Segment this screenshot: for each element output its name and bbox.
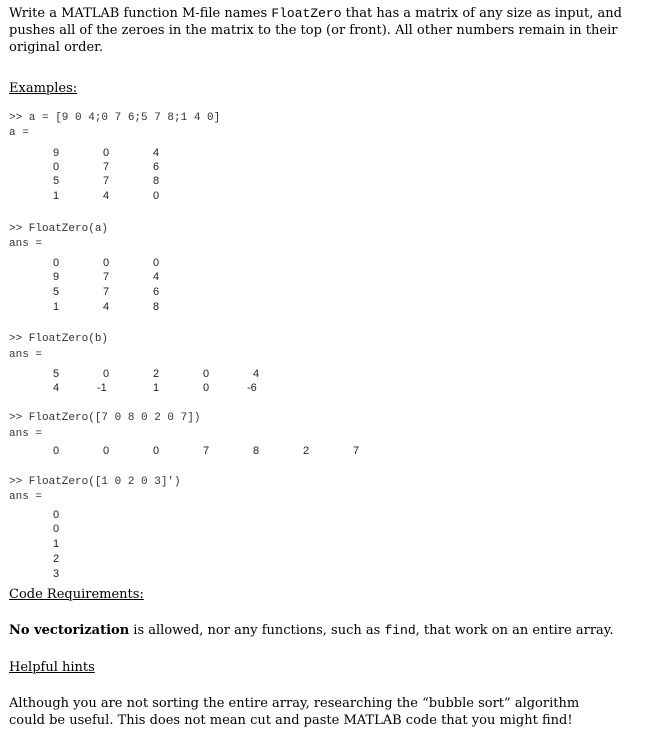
variable-label: ans = — [9, 491, 43, 503]
matrix-cell: 8 — [153, 175, 160, 187]
matrix-cell: -6 — [247, 382, 257, 394]
matrix-cell: 7 — [103, 161, 110, 173]
find-function: find — [384, 623, 416, 638]
matrix-cell: 6 — [153, 286, 160, 298]
variable-label: ans = — [9, 349, 43, 361]
matrix-cell: 7 — [103, 271, 110, 283]
matrix-cell: 0 — [153, 445, 160, 457]
matrix-cell: 0 — [53, 257, 60, 269]
variable-label: a = — [9, 127, 29, 139]
hints-text: Although you are not sorting the entire array, researching the “bubble sort” algorithm could be useful. This does not mean cut and paste MATLAB code that you might find! — [9, 696, 580, 728]
command-line: >> FloatZero([7 0 8 0 2 0 7]) — [9, 412, 201, 424]
examples-heading: Examples: — [9, 81, 78, 96]
matrix-cell: 5 — [53, 175, 60, 187]
command-line: >> a = [9 0 4;0 7 6;5 7 8;1 4 0] — [9, 112, 221, 124]
intro-text-2: that has a matrix of any size as input, and pushes all of the zeroes in the matrix to the top (or front). All other numbers remain in their original order. — [9, 6, 622, 55]
matrix-cell: 4 — [103, 190, 110, 202]
matrix-cell: 0 — [103, 147, 110, 159]
matrix-cell: 0 — [103, 445, 110, 457]
matrix-cell: 2 — [53, 553, 60, 565]
matrix-cell: 5 — [53, 368, 60, 380]
command-line: >> FloatZero(b) — [9, 333, 109, 345]
matrix-cell: 1 — [53, 301, 60, 313]
matrix-cell: 7 — [203, 445, 210, 457]
matrix-cell: 0 — [53, 509, 60, 521]
matrix-cell: 7 — [103, 286, 110, 298]
matrix-cell: 0 — [53, 445, 60, 457]
matrix-cell: 0 — [53, 523, 60, 535]
hints-heading: Helpful hints — [9, 660, 95, 675]
variable-label: ans = — [9, 238, 43, 250]
command-line: >> FloatZero(a) — [9, 223, 109, 235]
matrix-cell: 4 — [103, 301, 110, 313]
matrix-cell: 0 — [103, 368, 110, 380]
variable-label: ans = — [9, 428, 43, 440]
matrix-cell: 0 — [153, 190, 160, 202]
matrix-cell: 9 — [53, 147, 60, 159]
code-requirements-heading: Code Requirements: — [9, 587, 144, 602]
matrix-cell: 7 — [103, 175, 110, 187]
matrix-cell: 8 — [253, 445, 260, 457]
matrix-cell: 2 — [153, 368, 160, 380]
code-requirements-text — [9, 622, 649, 639]
matrix-cell: 3 — [53, 568, 60, 580]
matrix-cell: 0 — [53, 161, 60, 173]
matrix-cell: 0 — [203, 368, 210, 380]
requirement-text-1: is allowed, nor any functions, such as — [129, 623, 385, 638]
intro-paragraph — [9, 5, 649, 56]
matrix-cell: 2 — [303, 445, 310, 457]
command-line: >> FloatZero([1 0 2 0 3]') — [9, 476, 181, 488]
matrix-cell: 0 — [203, 382, 210, 394]
matrix-cell: 9 — [53, 271, 60, 283]
matrix-cell: 6 — [153, 161, 160, 173]
matrix-cell: 4 — [153, 271, 160, 283]
matrix-cell: 4 — [153, 147, 160, 159]
intro-text-1: Write a MATLAB function M-file names — [9, 6, 272, 21]
matrix-cell: 5 — [53, 286, 60, 298]
matrix-cell: 8 — [153, 301, 160, 313]
requirement-text-2: , that work on an entire array. — [415, 623, 614, 638]
matrix-cell: 1 — [153, 382, 160, 394]
matrix-cell: 4 — [253, 368, 260, 380]
matrix-cell: 7 — [353, 445, 360, 457]
matrix-cell: 1 — [53, 538, 60, 550]
matrix-cell: 4 — [53, 382, 60, 394]
no-vectorization-label: No vectorization — [9, 623, 130, 638]
function-name: FloatZero — [271, 6, 342, 21]
matrix-cell: 0 — [103, 257, 110, 269]
matrix-cell: -1 — [97, 382, 107, 394]
matrix-cell: 1 — [53, 190, 60, 202]
matrix-cell: 0 — [153, 257, 160, 269]
